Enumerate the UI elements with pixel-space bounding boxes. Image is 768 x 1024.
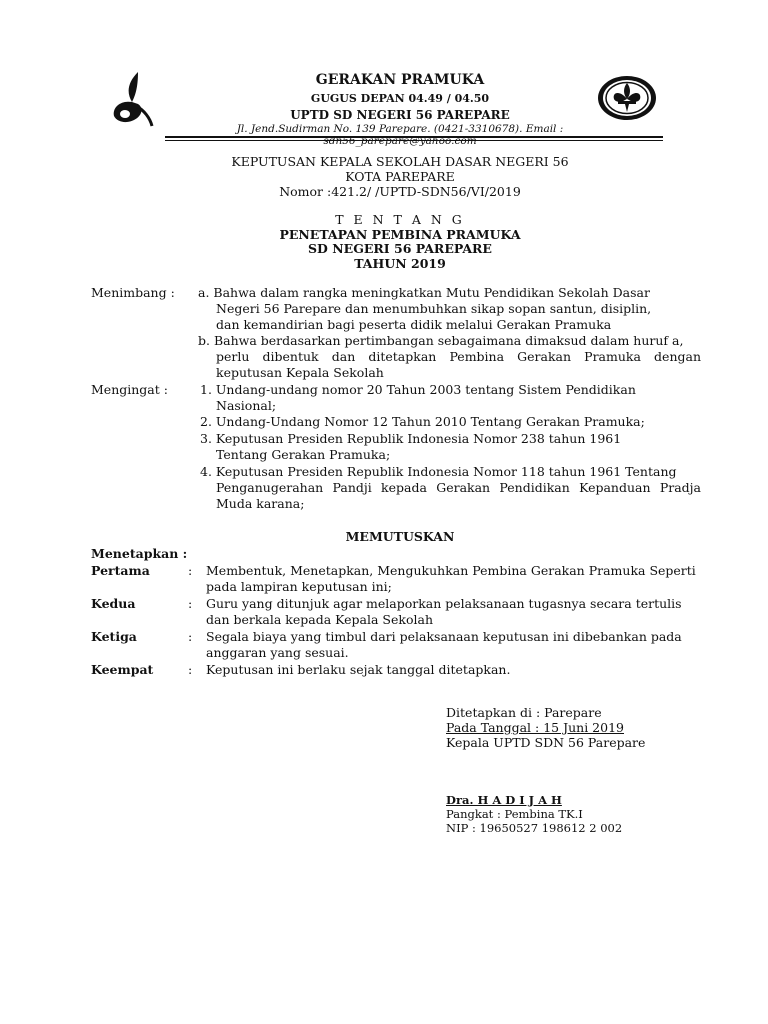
mengingat-4-line-1: 4. Keputusan Presiden Republik Indonesia Nomor 118 tahun 1961 Tentang [200,464,677,479]
mengingat-1-line-1: 1. Undang-undang nomor 20 Tahun 2003 tentang Sistem Pendidikan [200,382,636,397]
kedua-line-1: Guru yang ditunjuk agar melaporkan pelaksanaan tugasnya secara tertulis [206,596,682,611]
ditetapkan-di: Ditetapkan di : Parepare [446,705,602,720]
gugus-depan: GUGUS DEPAN 04.49 / 04.50 [310,92,490,105]
ketiga-colon: : [188,629,193,644]
pertama-line-1: Membentuk, Menetapkan, Mengukuhkan Pembina Gerakan Pramuka Seperti [206,563,696,578]
kedua-label: Kedua [91,596,136,611]
keempat-line-1: Keputusan ini berlaku sejak tanggal ditetapkan. [206,662,511,677]
address-line: Jl. Jend.Sudirman No. 139 Parepare. (0421-3310678). Email : sdn56_parepare@yahoo.com [236,123,564,147]
org-name: GERAKAN PRAMUKA [315,72,485,88]
decree-number: Nomor :421.2/ /UPTD-SDN56/VI/2019 [279,184,521,199]
subject-line-1: PENETAPAN PEMBINA PRAMUKA [279,227,521,242]
header-rule-thick [165,136,663,138]
keempat-label: Keempat [91,662,154,677]
jabatan: Kepala UPTD SDN 56 Parepare [446,735,646,750]
keempat-colon: : [188,662,193,677]
tentang-heading: T E N T A N G [335,212,465,227]
mengingat-label: Mengingat : [91,382,168,397]
signatory-nip: NIP : 19650527 198612 2 002 [446,821,623,835]
signatory-pangkat: Pangkat : Pembina TK.I [446,807,583,821]
subject-line-2: SD NEGERI 56 PAREPARE [308,241,492,256]
ketiga-line-2: anggaran yang sesuai. [206,645,349,660]
mengingat-4-line-2: Penganugerahan Pandji kepada Gerakan Pendidikan Kepanduan Pradja [216,480,701,495]
mengingat-4-line-3: Muda karana; [216,496,305,511]
menimbang-a-line-3: dan kemandirian bagi peserta didik melalui Gerakan Pramuka [216,317,612,332]
signatory-name: Dra. H A D I J A H [446,793,562,807]
memutuskan-heading: MEMUTUSKAN [345,529,455,544]
tunas-kelapa-logo-icon [108,70,154,128]
menimbang-a-line-1: a. Bahwa dalam rangka meningkatkan Mutu Pendidikan Sekolah Dasar [198,285,650,300]
menimbang-a-line-2: Negeri 56 Parepare dan menumbuhkan sikap sopan santun, disiplin, [216,301,652,316]
pertama-colon: : [188,563,193,578]
subject-line-3: TAHUN 2019 [354,256,446,271]
menimbang-label: Menimbang : [91,285,175,300]
header-rule-thin [165,140,663,141]
mengingat-3-line-1: 3. Keputusan Presiden Republik Indonesia Nomor 238 tahun 1961 [200,431,622,446]
kedua-line-2: dan berkala kepada Kepala Sekolah [206,612,433,627]
ketiga-line-1: Segala biaya yang timbul dari pelaksanaan keputusan ini dibebankan pada [206,629,682,644]
mengingat-1-line-2: Nasional; [216,398,277,413]
mengingat-2-line-1: 2. Undang-Undang Nomor 12 Tahun 2010 Tentang Gerakan Pramuka; [200,414,645,429]
pertama-line-2: pada lampiran keputusan ini; [206,579,392,594]
mengingat-3-line-2: Tentang Gerakan Pramuka; [216,447,391,462]
ketiga-label: Ketiga [91,629,137,644]
pada-tanggal: Pada Tanggal : 15 Juni 2019 [446,720,624,735]
menimbang-b-line-2: perlu dibentuk dan ditetapkan Pembina Gerakan Pramuka dengan [216,349,701,364]
menimbang-b-line-1: b. Bahwa berdasarkan pertimbangan sebagaimana dimaksud dalam huruf a, [198,333,684,348]
pertama-label: Pertama [91,563,150,578]
menimbang-b-line-3: keputusan Kepala Sekolah [216,365,384,380]
menetapkan-label: Menetapkan : [91,546,188,561]
kedua-colon: : [188,596,193,611]
school-unit: UPTD SD NEGERI 56 PAREPARE [290,108,510,122]
decree-title: KEPUTUSAN KEPALA SEKOLAH DASAR NEGERI 56 [231,154,569,169]
decree-city: KOTA PAREPARE [345,169,455,184]
